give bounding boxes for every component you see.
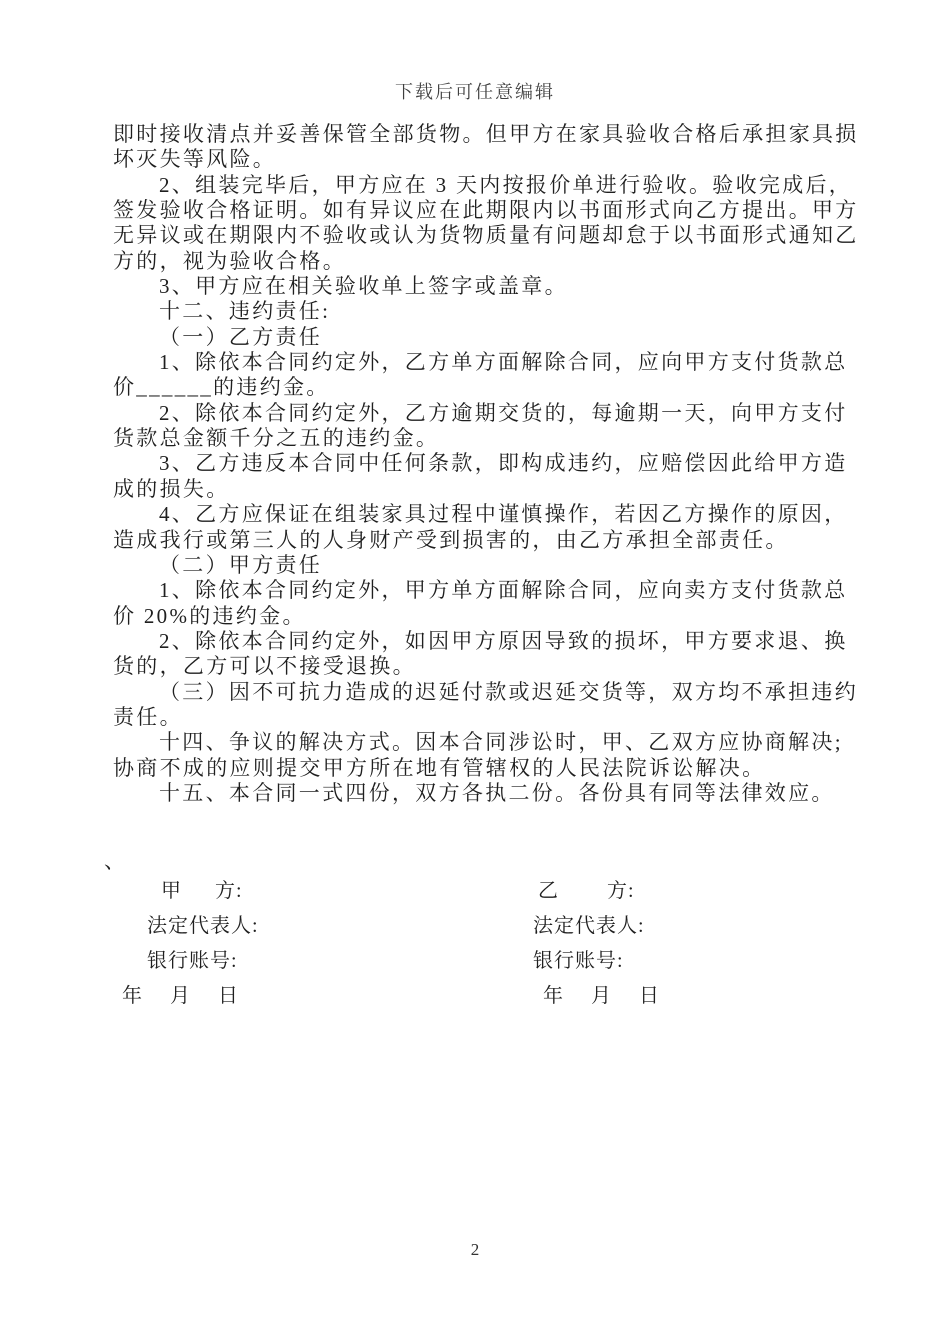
page-number: 2 <box>470 1240 480 1259</box>
contract-line: 造成我行或第三人的人身财产受到损害的，由乙方承担全部责任。 <box>113 527 789 552</box>
contract-body <box>113 122 873 806</box>
edit-note: 下载后可任意编辑 <box>395 82 555 102</box>
date-b-label: 年 月 日 <box>543 985 660 1007</box>
contract-line: 坏灭失等风险。 <box>113 147 277 172</box>
contract-line: 货的，乙方可以不接受退换。 <box>113 654 416 679</box>
contract-line: 十五、本合同一式四份，双方各执二份。各份具有同等法律效应。 <box>159 780 835 805</box>
party-a-label: 甲 方: <box>161 880 243 902</box>
contract-line: 2、除依本合同约定外，乙方逾期交货的，每逾期一天，向甲方支付 <box>159 400 848 425</box>
contract-line: 1、除依本合同约定外，乙方单方面解除合同，应向甲方支付货款总 <box>159 350 848 375</box>
contract-line: 无异议或在期限内不验收或认为货物质量有问题却怠于以书面形式通知乙 <box>113 223 859 248</box>
stray-punctuation-mark: 、 <box>104 849 125 873</box>
contract-line: 价______的违约金。 <box>113 375 330 400</box>
contract-line: 协商不成的应则提交甲方所在地有管辖权的人民法院诉讼解决。 <box>113 755 766 780</box>
contract-line: （一）乙方责任 <box>159 324 323 349</box>
legal-representative-b-label: 法定代表人: <box>533 915 645 937</box>
contract-line: 责任。 <box>113 704 183 729</box>
contract-line: 十四、争议的解决方式。因本合同涉讼时，甲、乙双方应协商解决; <box>159 730 843 755</box>
contract-line: 即时接收清点并妥善保管全部货物。但甲方在家具验收合格后承担家具损 <box>113 122 859 146</box>
party-b-label: 乙 方: <box>538 880 635 902</box>
date-a-label: 年 月 日 <box>122 985 239 1007</box>
contract-line: （二）甲方责任 <box>159 552 323 577</box>
contract-line: 3、乙方违反本合同中任何条款，即构成违约，应赔偿因此给甲方造 <box>159 451 848 476</box>
contract-line: 2、组装完毕后，甲方应在 3 天内按报价单进行验收。验收完成后， <box>159 172 853 197</box>
contract-line: 2、除依本合同约定外，如因甲方原因导致的损坏，甲方要求退、换 <box>159 628 848 653</box>
contract-line: 成的损失。 <box>113 476 230 501</box>
contract-line: 3、甲方应在相关验收单上签字或盖章。 <box>159 274 568 299</box>
contract-line: 1、除依本合同约定外，甲方单方面解除合同，应向卖方支付货款总 <box>159 578 848 603</box>
contract-line: 方的，视为验收合格。 <box>113 248 346 273</box>
contract-line: 十二、违约责任: <box>159 299 331 324</box>
contract-line: 签发验收合格证明。如有异议应在此期限内以书面形式向乙方提出。甲方 <box>113 198 859 223</box>
contract-line: 价 20%的违约金。 <box>113 603 306 628</box>
legal-representative-a-label: 法定代表人: <box>147 915 259 937</box>
contract-line: （三）因不可抗力造成的迟延付款或迟延交货等，双方均不承担违约 <box>159 679 858 704</box>
bank-account-a-label: 银行账号: <box>147 950 238 972</box>
bank-account-b-label: 银行账号: <box>533 950 624 972</box>
contract-line: 货款总金额千分之五的违约金。 <box>113 426 440 451</box>
contract-line: 4、乙方应保证在组装家具过程中谨慎操作，若因乙方操作的原因， <box>159 502 848 527</box>
